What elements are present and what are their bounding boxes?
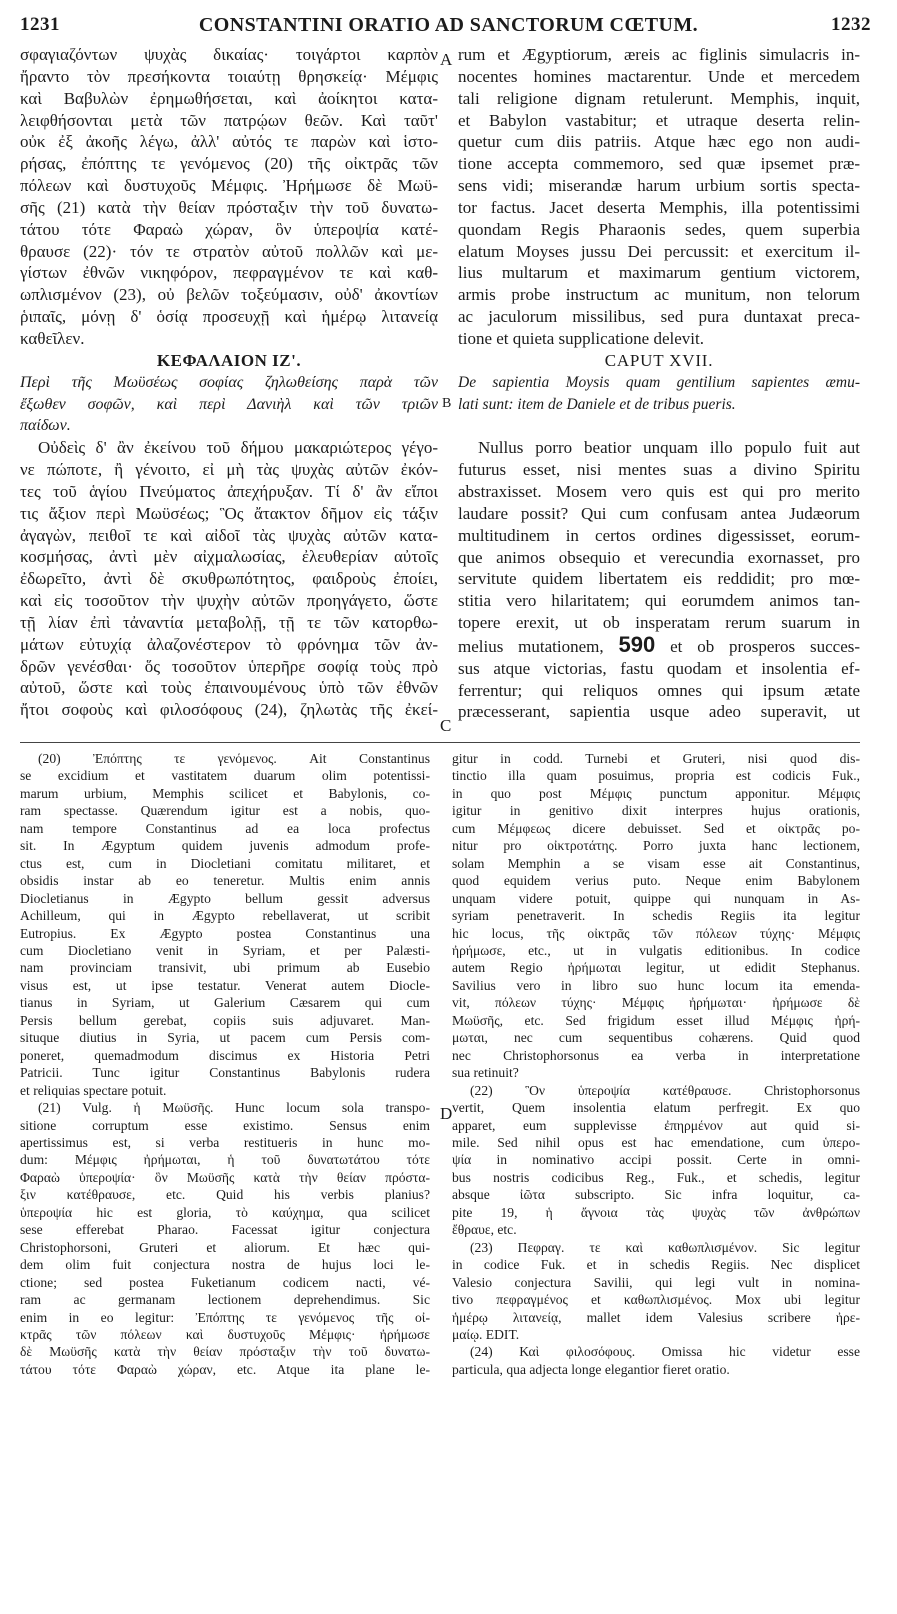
- footnote-line: syriam penetraverit. In schedis Regiis ita legitur: [452, 908, 860, 924]
- footnote-line: nam provinciam transivit, ubi primum ab Eusebio: [20, 960, 430, 976]
- latin-text-line: servitute quidem libertatem eis reddidit; pro mœ-: [458, 569, 860, 589]
- footnote-line: nam tempore Constantinus ad ea loca profectus: [20, 820, 430, 836]
- greek-text-line: καὶ εἰς τοσοῦτον τὴν ψυχὴν αὐτῶν προηγάγετο, ὥστε: [20, 591, 438, 611]
- chapter-heading-latin: CAPUT XVII.: [604, 350, 714, 370]
- footnote-line: ὑπεροψία hic est gloria, τὸ καύχημα, qua scilicet: [20, 1204, 430, 1220]
- footnote-line: poneret, quemadmodum discimus ex Historia Petri: [20, 1047, 430, 1063]
- footnote-line: tinctio illa quam posuimus, propria est codicis Fuk.,: [452, 768, 860, 784]
- footnote-line: hic locus, τῆς οἰκτρᾶς τῶν πόλεων τύχης· Μέμφις: [452, 925, 860, 941]
- greek-text-line: κοσμήσας, ἀντὶ μὲν αἰχμαλωσίας, ἐλευθερίαν αὐτοῖς: [20, 547, 438, 567]
- footnote-line: ram spectasse. Quærendum igitur est a nobis, quo-: [20, 803, 430, 819]
- footnote-line: ctione; sed postea Fuketianum codicem nacti, vé-: [20, 1274, 430, 1290]
- footnote-line: τάτου τότε Φαραὼ χώραν, etc. Atque ita plane le-: [20, 1361, 430, 1377]
- latin-text-line: futurus esset, nisi mentes suas a divino Spiritu: [458, 460, 860, 480]
- latin-text-line: tione et quieta supplicatione delevit.: [458, 328, 704, 348]
- footnote-line: igitur in genitivo dixit interpres hujus orationis,: [452, 803, 860, 819]
- greek-text-line: μάτων εὐτυχίᾳ ἀλαζονέστερον τὸ φρόνημα τῶν ἀν-: [20, 634, 438, 654]
- latin-text-line: multitudinem in certos ordines digessisset, eorum-: [458, 525, 860, 545]
- footnote-line: Valesio conjectura Savilii, qui legi vult in nomina-: [452, 1274, 860, 1290]
- footnote-line: Φαραὼ ὑπεροψία· ὃν Μωϋσῆς κατὰ τὴν θείαν πρόστα-: [20, 1169, 430, 1185]
- latin-text-line: rum et Ægyptiorum, æreis ac figlinis simulacris in-: [458, 45, 860, 64]
- greek-text-line: ῥιπαῖς, μόνῃ δ' ὁσίᾳ προσευχῇ καὶ ἡμέρῳ λιτανείᾳ: [20, 307, 438, 327]
- footnote-line: (21) Vulg. ἡ Μωϋσῆς. Hunc locum sola transpo-: [38, 1100, 430, 1116]
- margin-marker-b: B: [442, 396, 452, 411]
- footnotes-right-column: [452, 750, 860, 1378]
- footnote-line: marum urbium, Memphis scilicet et Babylonis, co-: [20, 785, 430, 801]
- footnote-line: sua retinuit?: [452, 1065, 519, 1081]
- footnote-line: nitur pro οἰκτροτάτης. Porro juxta hanc lectionem,: [452, 838, 860, 854]
- footnote-line: cum Μέμφεως dicere debuisset. Sed et οἰκτρᾶς po-: [452, 820, 860, 836]
- footnote-line: solam Memphin a se visam esse ait Constantinus,: [452, 855, 860, 871]
- greek-text-line: ἐδωρεῖτο, ἀντὶ δὲ σκυθρωπότητος, φαιδροὺς ἐποίει,: [20, 569, 438, 589]
- greek-text-line: δρῶν γενέσθαι· ὅς τοσοῦτον ὑπερῆρε σοφίᾳ τοὺς πρὸ: [20, 656, 438, 676]
- footnote-line: κτρᾶς τῶν πόλεων καὶ δυστυχοῦς Μέμφις· ἠρήμωσε: [20, 1326, 430, 1342]
- footnote-line: Savilius vero in libro suo hunc locum ita emenda-: [452, 977, 860, 993]
- latin-text-line: Nullus porro beatior unquam illo populo fuit aut: [478, 438, 860, 458]
- footnote-line: et reliquias spectare potuit.: [20, 1082, 167, 1098]
- footnote-line: ctus est, cum in Diocletiani comitatu militaret, et: [20, 855, 430, 871]
- footnote-line: cum Diocletiano venit in Syriam, et per Palæsti-: [20, 942, 430, 958]
- footnote-line: Achilleum, qui in Ægypto rebellaverat, ut scribit: [20, 908, 430, 924]
- latin-text-line: sens vidi; miserandæ harum urbium sortis specta-: [458, 176, 860, 196]
- running-header: [0, 8, 897, 38]
- page-number-right: 1232: [831, 14, 871, 35]
- footnote-line: vit, πόλεων τύχης· Μέμφις ἠρήμωται· ἠρήμωσε δὲ: [452, 995, 860, 1011]
- margin-marker-c: C: [440, 716, 452, 735]
- greek-text-line: τῇ λίαν ἐπὶ τἀναντία μεταβολῇ, τῇ τε τῶν κατορθω-: [20, 612, 438, 632]
- latin-text-line: [458, 634, 860, 658]
- footnote-line: (20) Ἐπόπτης τε γενόμενος. Ait Constantinus: [38, 751, 430, 766]
- footnote-line: Eutropius. Ex Ægypto postea Constantinus una: [20, 925, 430, 941]
- latin-text-fragment: et ob prosperos succes-: [670, 636, 860, 656]
- margin-marker-a: A: [440, 50, 453, 69]
- greek-text-line: τάτου τότε Φαραὼ χώραν, ὃν ὑπεροψία κατέ-: [20, 219, 438, 239]
- greek-text-line: καθεῖλεν.: [20, 328, 85, 348]
- latin-text-line: topere erexit, ut ob insperatam rerum suarum in: [458, 613, 860, 633]
- footnote-line: Christophorsoni, Gruteri et aliorum. Et hæc qui-: [20, 1239, 430, 1255]
- footnote-line: sit. In Ægyptum quidem juvenis admodum profe-: [20, 838, 430, 854]
- footnote-line: in codice Fuk. et in schedis Regiis. Nec displicet: [452, 1257, 860, 1273]
- footnote-line: δὲ Μωϋσῆς κατὰ τὴν θείαν πρόσταξιν τὴν τοῦ δυνατω-: [20, 1344, 430, 1360]
- latin-text-line: lius multarum et maximarum gentium victorem,: [458, 263, 860, 283]
- greek-text-line: θραυσε (22)· τόν τε στρατὸν αὐτοῦ πολλῶν καὶ με-: [20, 241, 438, 261]
- greek-text-line: ωπλισμένον (23), οὐ βελῶν τοξεύμασιν, οὐδ' ἀκοντίων: [20, 285, 438, 305]
- greek-text-column: [20, 44, 438, 721]
- footnote-line: in quo post Μέμφις punctum apponitur. Μέμφις: [452, 785, 860, 801]
- footnote-line: (22) Ὃν ὑπεροψία κατέθραυσε. Christophorsonus: [470, 1082, 860, 1098]
- footnote-line: dem olim fuit conjectura nostra de hujus loci le-: [20, 1257, 430, 1273]
- running-title: CONSTANTINI ORATIO AD SANCTORUM CŒTUM.: [198, 14, 699, 36]
- latin-text-line: præcesserant, sapientia usque adeo superavit, ut: [458, 702, 860, 722]
- footnote-line: unquam videre potuit, quippe qui nunquam in As-: [452, 890, 860, 906]
- footnote-line: nec Christophorsonus ea verba in interpretatione: [452, 1047, 860, 1063]
- latin-text-line: nocentes homines mactarentur. Unde et mercedem: [458, 66, 860, 86]
- footnote-line: sitione corruptum esse existimo. Sensus enim: [20, 1117, 430, 1133]
- latin-text-line: ferrentur; qui reliquos omnes qui ipsum ætate: [458, 680, 860, 700]
- chapter-heading-greek: ΚΕΦΑΛΑΙΟΝ ΙΖ'.: [156, 350, 302, 370]
- footnote-line: tianus in Syriam, ut Galerium Cæsarem qui cum: [20, 995, 430, 1011]
- footnote-line: (24) Καὶ φιλοσόφους. Omissa hic videtur esse: [470, 1344, 860, 1360]
- greek-text-line: πόλεων καὶ δυστυχοῦς Μέμφις. Ἠρήμωσε δὲ Μωϋ-: [20, 176, 438, 196]
- greek-text-line: ἀγαγὼν, πειθοῖ τε καὶ αἰδοῖ τὰς ψυχὰς αὐτῶν κατα-: [20, 525, 438, 545]
- greek-text-line: ρήσας, ἐπόπτης τε γενόμενος (20) τῆς οἰκτρᾶς τῶν: [20, 154, 438, 174]
- latin-text-line: laudare possit? Qui cum confusam antea Judæorum: [458, 503, 860, 523]
- latin-text-line: tor factus. Jacet deserta Memphis, illa potentissimi: [458, 197, 860, 217]
- greek-text-line: λειφθήσονται μετὰ τῶν πατρῴων θεῶν. Καὶ ταῦτ': [20, 110, 438, 130]
- footnote-line: ἠρήμωσε, etc., ut in vulgatis editionibus. In codice: [452, 942, 860, 958]
- footnote-line: (23) Πεφραγ. τε καὶ καθωπλισμένον. Sic legitur: [470, 1239, 860, 1255]
- footnote-line: pite 19, ἡ ἄγνοια τὰς ψυχὰς τῶν ἀνθρώπων: [452, 1204, 860, 1220]
- footnote-line: enim in eo legitur: Ἐπόπτης τε γενόμενος τῆς οἰ-: [20, 1309, 430, 1325]
- greek-text-line: τις ἄξιον περὶ Μωϋσέως; Ὃς ἄτακτον δῆμον εἰς τάξιν: [20, 503, 438, 523]
- footnote-line: tivo πεφραγμένος et καθωπλισμένος. Mox ubi legitur: [452, 1292, 860, 1308]
- greek-text-line: νε πώποτε, ἢ γένοιτο, εἰ μὴ τὰς ψυχὰς αὐτῶν ἐκόν-: [20, 460, 438, 480]
- greek-text-line: οὐκ ἐξ ἀκοῆς λέγω, ἀλλ' αὐτός τε παρὼν καὶ ἱστο-: [20, 132, 438, 152]
- latin-text-line: quetur cum diis patriis. Atque hæc ego non audi-: [458, 132, 860, 152]
- column-page-number: 590: [618, 633, 656, 657]
- latin-text-line: abstraxisset. Mosem vero quis est qui pro merito: [458, 482, 860, 502]
- footnote-line: sese efferebat Pharao. Facessat igitur conjectura: [20, 1222, 430, 1238]
- footnote-line: visus est, ut ipse testatur. Venerat autem Diocle-: [20, 977, 430, 993]
- footnote-line: apparet, eum supplevisse ἐπηρμένον aut quid si-: [452, 1117, 860, 1133]
- footnotes-left-column: [20, 750, 430, 1378]
- greek-text-line: σῆς (21) κατὰ τὴν θείαν πρόσταξιν τὴν τοῦ δυνατω-: [20, 197, 438, 217]
- footnote-line: particula, qua adjecta longe elegantior fieret oratio.: [452, 1361, 730, 1377]
- margin-marker-d: D: [440, 1104, 453, 1123]
- footnote-line: Patricii. Tunc igitur Constantinus Babylonis rudera: [20, 1065, 430, 1081]
- greek-text-line: σφαγιαζόντων ψυχὰς δικαίας· τοιγάρτοι καρπὸν: [20, 45, 438, 64]
- notes-divider: [20, 742, 860, 743]
- footnote-line: gitur in codd. Turnebi et Gruteri, nisi quod dis-: [452, 751, 860, 766]
- latin-text-line: et Babylon vastabitur; et utraque deserta relin-: [458, 110, 860, 130]
- latin-text-line: que animos obsequio et verecundia exornasset, pro: [458, 547, 860, 567]
- footnote-line: bus nostris codicibus Reg., Fuk., et schedis, legitur: [452, 1169, 860, 1185]
- footnote-line: Persis bellum gerebat, copiis suis adjuvaret. Man-: [20, 1012, 430, 1028]
- greek-text-line: γίστων ἐθνῶν νικηφόρον, πεφραγμένον τε καὶ καθ-: [20, 263, 438, 283]
- latin-text-line: tali religione dignam retulerunt. Memphis, inquit,: [458, 88, 860, 108]
- latin-text-line: sus atque victorias, fastu quodam et insolentia ef-: [458, 658, 860, 678]
- page-number-left: 1231: [20, 14, 60, 35]
- greek-text-line: αὐτοῦ, ὥστε καὶ τοὺς ἐπαινουμένους ὑπὸ τῶν ἐθνῶν: [20, 678, 438, 698]
- chapter-subtitle-latin: lati sunt: item de Daniele et de tribus pueris.: [458, 395, 736, 413]
- latin-text-fragment: melius mutationem,: [458, 636, 604, 656]
- footnote-line: Μωϋσῆς, etc. Sed frigidum esset illud Μέμφις ἠρή-: [452, 1012, 860, 1028]
- latin-text-line: quondam Regis Pharaonis sedes, quem superbia: [458, 219, 860, 239]
- latin-text-column: [458, 44, 860, 723]
- footnote-line: se excidium et vastitatem duarum olim potentissi-: [20, 768, 430, 784]
- latin-text-line: elatum Moyses jussu Dei percussit: et exercitum il-: [458, 241, 860, 261]
- greek-text-line: Οὐδεὶς δ' ἂν ἐκείνου τοῦ δήμου μακαριώτερος γέγο-: [38, 438, 438, 458]
- footnote-line: mile. Sed nihil opus est hac emendatione, cum ὑπερο-: [452, 1134, 860, 1150]
- latin-text-line: stitia vero hilaritatem; qui eorumdem animos tan-: [458, 591, 860, 611]
- footnote-line: situque diutius in Syria, ut pacem cum Persis com-: [20, 1030, 430, 1046]
- chapter-subtitle-greek: παίδων.: [20, 417, 71, 435]
- greek-text-line: τες τοῦ ἁγίου Πνεύματος ἀπεχήρυξαν. Τί δ' ἂν εἴποι: [20, 481, 438, 501]
- paragraph-gap: [458, 415, 860, 437]
- footnote-line: apertissimus est, si verba restitueris in hunc mo-: [20, 1134, 430, 1150]
- chapter-subtitle-greek: ἔξωθεν σοφῶν, καὶ περὶ Δανιὴλ καὶ τῶν τριῶν: [20, 395, 438, 413]
- footnote-line: vertit, Quem insolentia elatum perfregit. Ex quo: [452, 1100, 860, 1116]
- footnote-line: ram ac germanam lectionem deprehendimus. Sic: [20, 1292, 430, 1308]
- footnote-line: Diocletianus in Ægypto bellum gessit adversus: [20, 890, 430, 906]
- footnote-line: dum: Μέμφις ἠρήμωται, ἡ τοῦ δυνατωτάτου τότε: [20, 1152, 430, 1168]
- latin-text-line: ac jaculorum missilibus, sed pura duntaxat preca-: [458, 307, 860, 327]
- footnote-line: ξιν κατέθραυσε, etc. Quid his verbis planius?: [20, 1187, 430, 1203]
- footnote-line: ἔθραυε, etc.: [452, 1222, 517, 1238]
- greek-text-line: ἤτοι σοφοὺς καὶ φιλοσόφους (24), ζηλωτὰς τῆς ἐκεί-: [20, 700, 438, 720]
- footnote-line: obsidis instar ab eo teneretur. Multis enim annis: [20, 873, 430, 889]
- footnote-line: quod equidem verius puto. Neque enim Babylonem: [452, 873, 860, 889]
- footnote-line: autem Regio ἠρήμωται legitur, ut edidit Stephanus.: [452, 960, 860, 976]
- footnote-line: μωται, nec cum sequentibus cohærens. Quid quod: [452, 1030, 860, 1046]
- chapter-subtitle-latin: De sapientia Moysis quam gentilium sapientes æmu-: [458, 373, 860, 391]
- chapter-subtitle-greek: Περὶ τῆς Μωϋσέως σοφίας ζηλωθείσης παρὰ τῶν: [20, 373, 438, 391]
- latin-text-line: armis probe instructum ac munitum, non telorum: [458, 285, 860, 305]
- footnote-line: μαίῳ. EDIT.: [452, 1326, 520, 1342]
- latin-text-line: tione accepta commemoro, sed quæ ipsemet præ-: [458, 154, 860, 174]
- footnote-line: ἡμέρῳ λιτανείᾳ, mallet idem Valesius scribere ἠρε-: [452, 1309, 860, 1325]
- footnote-line: ψία in nominativo accipi possit. Certe in omni-: [452, 1152, 860, 1168]
- greek-text-line: ἤραντο τὸν πρεσήκοντα τοιαύτῃ θρησκείᾳ· Μέμφις: [20, 66, 438, 86]
- footnote-line: absque ἰῶτα subscripto. Sic infra loquitur, ca-: [452, 1187, 860, 1203]
- greek-text-line: καὶ Βαβυλὼν ἐρημωθήσεται, καὶ ἀοίκητοι κατα-: [20, 88, 438, 108]
